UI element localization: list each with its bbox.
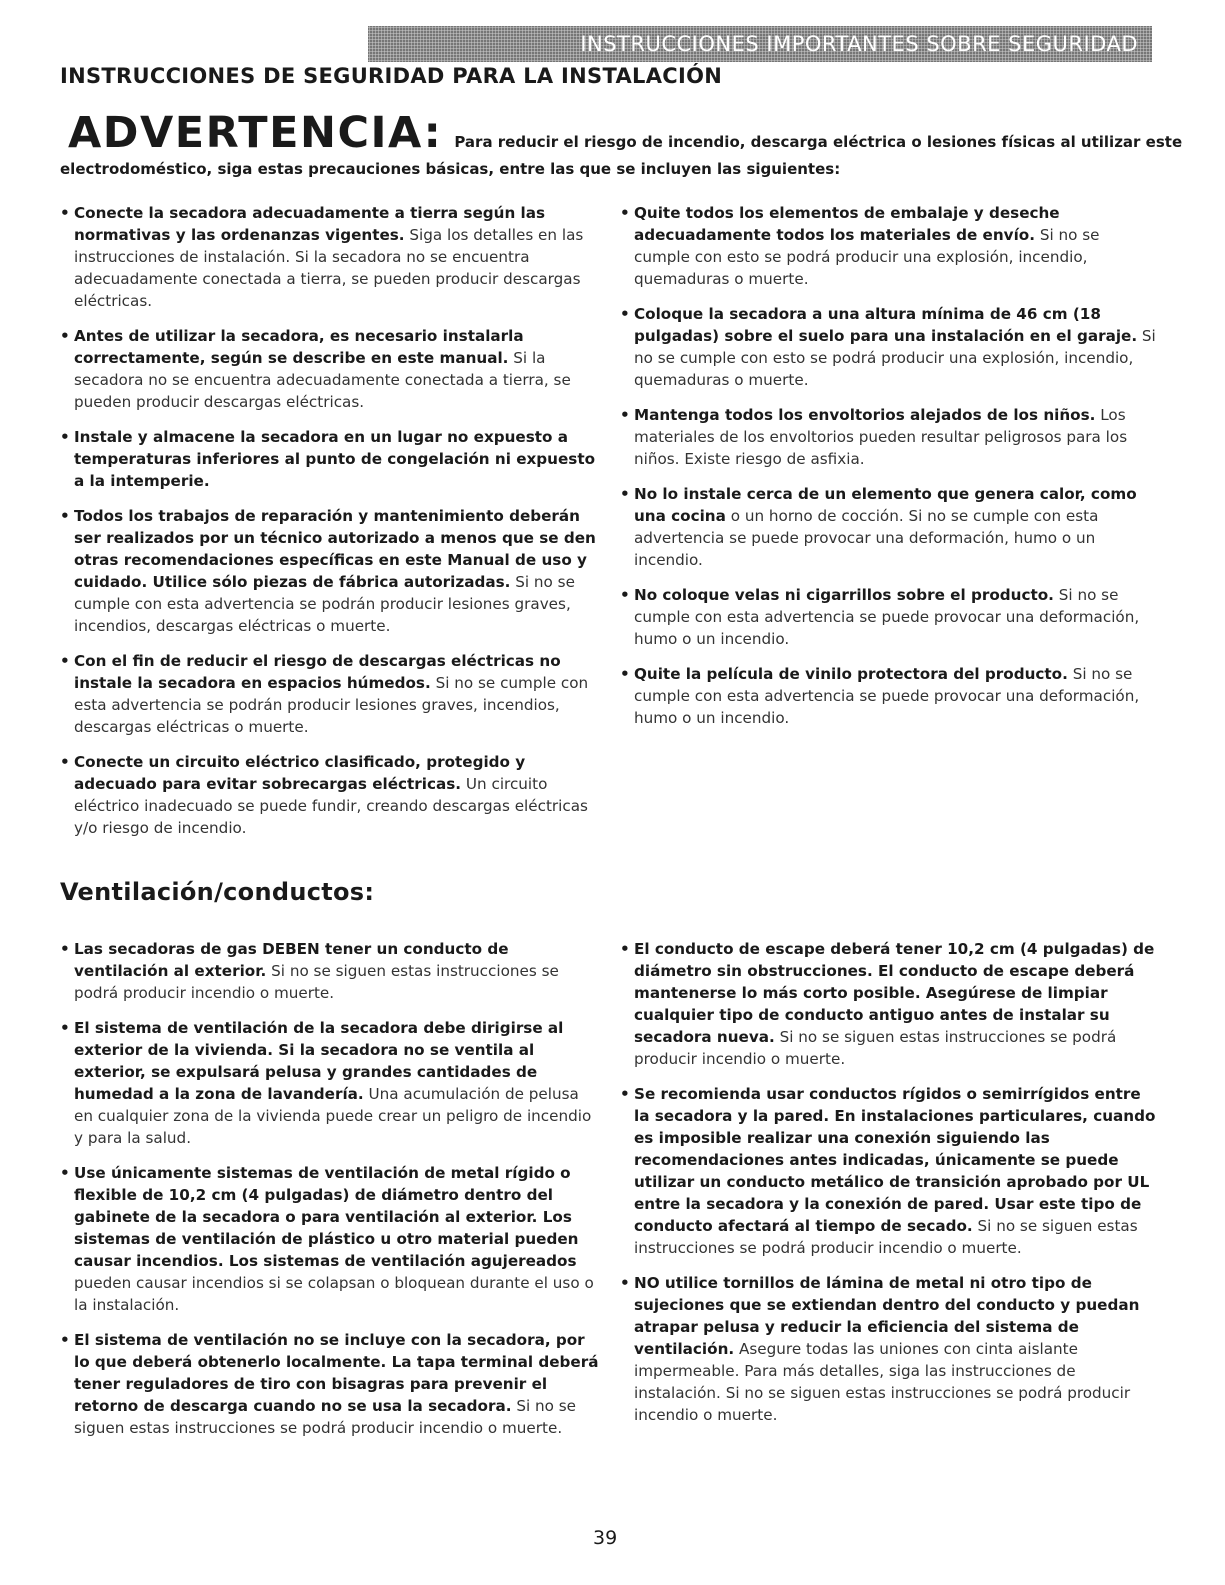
bullet-icon: • bbox=[620, 305, 630, 323]
bullet-item bbox=[620, 1083, 1160, 1259]
bullet-bold-text: Quite la película de vinilo protectora del producto. bbox=[634, 665, 1068, 683]
bullet-icon: • bbox=[60, 652, 70, 670]
bullet-icon: • bbox=[620, 1274, 630, 1292]
bullet-bold-text: El sistema de ventilación no se incluye con la secadora, por lo que deberá obtenerlo localmente. La tapa terminal deberá tener reguladores de tiro con bisagras para prevenir el retorno de descarga cuando no se usa la secadora. bbox=[74, 1331, 599, 1415]
bullet-body-text: Un circuito eléctrico inadecuado se puede fundir, creando descargas eléctricas y/o riesgo de incendio. bbox=[74, 775, 588, 837]
warning-word: ADVERTENCIA: bbox=[68, 108, 443, 158]
bullet-body-text: Si no se siguen estas instrucciones se podrá producir incendio o muerte. bbox=[634, 1028, 1117, 1068]
bullet-item bbox=[60, 325, 600, 413]
ventilation-title: Ventilación/conductos: bbox=[60, 878, 375, 906]
header-banner bbox=[368, 26, 1152, 62]
bullet-bold-text: Las secadoras de gas DEBEN tener un conducto de ventilación al exterior. bbox=[74, 940, 509, 980]
bullet-item bbox=[60, 426, 600, 492]
bullet-item bbox=[60, 202, 600, 312]
bullet-icon: • bbox=[60, 204, 70, 222]
bullet-body-text: pueden causar incendios si se colapsan o bloquean durante el uso o la instalación. bbox=[74, 1274, 594, 1314]
bullet-bold-text: Use únicamente sistemas de ventilación de metal rígido o flexible de 10,2 cm (4 pulgadas) de diámetro dentro del gabinete de la secadora o para ventilación al exterior. Los sistemas de ventilación de plástico u otro material pueden causar incendios. Los sistemas de ventilación agujereados bbox=[74, 1164, 579, 1270]
bullet-body-text: Si no se siguen estas instrucciones se podrá producir incendio o muerte. bbox=[74, 962, 559, 1002]
bullet-body-text: Si no se cumple con esto se podrá producir una explosión, incendio, quemaduras o muerte. bbox=[634, 226, 1100, 288]
page-number: 39 bbox=[593, 1527, 618, 1549]
bullet-bold-text: Mantenga todos los envoltorios alejados de los niños. bbox=[634, 406, 1096, 424]
bullet-body-text: Si no se siguen estas instrucciones se podrá producir incendio o muerte. bbox=[74, 1397, 577, 1437]
bullet-item bbox=[620, 584, 1160, 650]
vent-right-column bbox=[620, 938, 1160, 1439]
bullet-item bbox=[620, 404, 1160, 470]
bullet-icon: • bbox=[60, 753, 70, 771]
bullet-icon: • bbox=[620, 940, 630, 958]
bullet-bold-text: No coloque velas ni cigarrillos sobre el producto. bbox=[634, 586, 1054, 604]
bullet-icon: • bbox=[60, 327, 70, 345]
bullet-bold-text: El sistema de ventilación de la secadora debe dirigirse al exterior de la vivienda. Si la secadora no se ventila al exterior, se expulsará pelusa y grandes cantidades de humedad a la zona de lavandería. bbox=[74, 1019, 564, 1103]
bullet-icon: • bbox=[60, 507, 70, 525]
bullet-icon: • bbox=[620, 665, 630, 683]
bullet-bold-text: Quite todos los elementos de embalaje y deseche adecuadamente todos los materiales de envío. bbox=[634, 204, 1060, 244]
bullet-item bbox=[60, 1329, 600, 1439]
bullet-item bbox=[60, 938, 600, 1004]
bullet-bold-text: No lo instale cerca de un elemento que genera calor, como una cocina bbox=[634, 485, 1137, 525]
bullet-icon: • bbox=[60, 428, 70, 446]
bullet-body-text: Una acumulación de pelusa en cualquier zona de la vivienda puede crear un peligro de incendio y para la salud. bbox=[74, 1085, 592, 1147]
bullet-item bbox=[620, 663, 1160, 729]
vent-left-column bbox=[60, 938, 600, 1452]
install-right-column bbox=[620, 202, 1160, 742]
bullet-bold-text: Conecte la secadora adecuadamente a tierra según las normativas y las ordenanzas vigentes. bbox=[74, 204, 546, 244]
bullet-icon: • bbox=[620, 586, 630, 604]
bullet-bold-text: Antes de utilizar la secadora, es necesario instalarla correctamente, según se describe en este manual. bbox=[74, 327, 524, 367]
bullet-item bbox=[620, 938, 1160, 1070]
bullet-bold-text: NO utilice tornillos de lámina de metal ni otro tipo de sujeciones que se extiendan dentro del conducto y puedan atrapar pelusa y reducir la eficiencia del sistema de ventilación. bbox=[634, 1274, 1140, 1358]
warning-text-line1: Para reducir el riesgo de incendio, descarga eléctrica o lesiones físicas al utilizar este bbox=[454, 133, 1183, 151]
bullet-icon: • bbox=[60, 1164, 70, 1182]
warning-text-line2: electrodoméstico, siga estas precauciones básicas, entre las que se incluyen las siguientes: bbox=[60, 160, 841, 178]
bullet-item bbox=[620, 483, 1160, 571]
bullet-icon: • bbox=[620, 485, 630, 503]
bullet-bold-text: El conducto de escape deberá tener 10,2 cm (4 pulgadas) de diámetro sin obstrucciones. El conducto de escape deberá mantenerse lo más corto posible. Asegúrese de limpiar cualquier tipo de conducto antiguo antes de instalar su secadora nueva. bbox=[634, 940, 1155, 1046]
bullet-body-text: Siga los detalles en las instrucciones de instalación. Si la secadora no se encuentra adecuadamente conectada a tierra, se pueden producir descargas eléctricas. bbox=[74, 226, 584, 310]
bullet-icon: • bbox=[620, 204, 630, 222]
bullet-item bbox=[60, 650, 600, 738]
bullet-icon: • bbox=[60, 1019, 70, 1037]
bullet-item bbox=[620, 1272, 1160, 1426]
bullet-item bbox=[620, 303, 1160, 391]
bullet-body-text: Si no se cumple con esta advertencia se puede provocar una deformación, humo o un incendio. bbox=[634, 586, 1140, 648]
bullet-icon: • bbox=[620, 406, 630, 424]
bullet-body-text: Si no se siguen estas instrucciones se podrá producir incendio o muerte. bbox=[634, 1217, 1138, 1257]
bullet-bold-text: Coloque la secadora a una altura mínima de 46 cm (18 pulgadas) sobre el suelo para una instalación en el garaje. bbox=[634, 305, 1138, 345]
bullet-body-text: Si no se cumple con esto se podrá producir una explosión, incendio, quemaduras o muerte. bbox=[634, 327, 1156, 389]
bullet-bold-text: Con el fin de reducir el riesgo de descargas eléctricas no instale la secadora en espacios húmedos. bbox=[74, 652, 561, 692]
bullet-item bbox=[60, 1017, 600, 1149]
bullet-bold-text: Se recomienda usar conductos rígidos o semirrígidos entre la secadora y la pared. En instalaciones particulares, cuando es imposible realizar una conexión siguiendo las recomendaciones antes indicadas, únicamente se puede utilizar un conducto metálico de transición aprobado por UL entre la secadora y la conexión de pared. Usar este tipo de conducto afectará al tiempo de secado. bbox=[634, 1085, 1156, 1235]
bullet-body-text: o un horno de cocción. Si no se cumple con esta advertencia se puede provocar una deformación, humo o un incendio. bbox=[634, 507, 1099, 569]
bullet-icon: • bbox=[60, 940, 70, 958]
header-banner-text: INSTRUCCIONES IMPORTANTES SOBRE SEGURIDAD bbox=[580, 32, 1138, 56]
bullet-body-text: Si no se cumple con esta advertencia se puede provocar una deformación, humo o un incendio. bbox=[634, 665, 1140, 727]
bullet-bold-text: Conecte un circuito eléctrico clasificado, protegido y adecuado para evitar sobrecargas eléctricas. bbox=[74, 753, 526, 793]
bullet-body-text: Asegure todas las uniones con cinta aislante impermeable. Para más detalles, siga las instrucciones de instalación. Si no se siguen estas instrucciones se podrá producir incendio o muerte. bbox=[634, 1340, 1131, 1424]
bullet-bold-text: Instale y almacene la secadora en un lugar no expuesto a temperaturas inferiores al punto de congelación ni expuesto a la intemperie. bbox=[74, 428, 596, 490]
bullet-item bbox=[620, 202, 1160, 290]
bullet-body-text: Si no se cumple con esta advertencia se podrán producir lesiones graves, incendios, descargas eléctricas o muerte. bbox=[74, 573, 575, 635]
bullet-body-text: Los materiales de los envoltorios pueden resultar peligrosos para los niños. Existe riesgo de asfixia. bbox=[634, 406, 1128, 468]
section-title: INSTRUCCIONES DE SEGURIDAD PARA LA INSTALACIÓN bbox=[60, 64, 723, 88]
bullet-icon: • bbox=[60, 1331, 70, 1349]
bullet-body-text: Si no se cumple con esta advertencia se podrán producir lesiones graves, incendios, descargas eléctricas o muerte. bbox=[74, 674, 589, 736]
bullet-item bbox=[60, 505, 600, 637]
bullet-item bbox=[60, 1162, 600, 1316]
bullet-bold-text: Todos los trabajos de reparación y mantenimiento deberán ser realizados por un técnico autorizado a menos que se den otras recomendaciones específicas en este Manual de uso y cuidado. Utilice sólo piezas de fábrica autorizadas. bbox=[74, 507, 596, 591]
warning-block bbox=[60, 108, 1183, 178]
bullet-item bbox=[60, 751, 600, 839]
bullet-icon: • bbox=[620, 1085, 630, 1103]
install-left-column bbox=[60, 202, 600, 852]
bullet-body-text: Si la secadora no se encuentra adecuadamente conectada a tierra, se pueden producir descargas eléctricas. bbox=[74, 349, 571, 411]
